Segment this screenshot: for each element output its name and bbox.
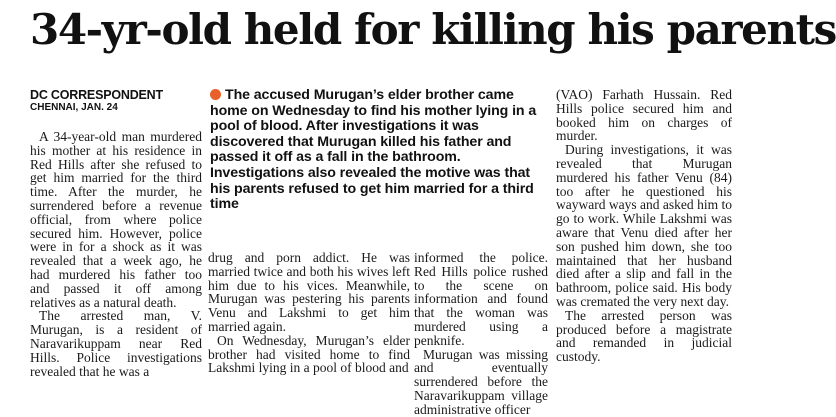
paragraph: Murugan was missing and eventually surrendered before the Naravarikuppam village administrative officer <box>414 346 548 417</box>
pull-quote-text: The accused Murugan’s elder brother came home on Wednesday to find his mother lying in a pool of blood. After investigations it was discovered that Murugan killed his father and passed it off as a fall in the bathroom. <box>210 87 537 166</box>
paragraph: A 34-year-old man murdered his mother at his residence in Red Hills after she refused to get him married for the third time. After the murder, he surrendered before a revenue official, from where police secured him. However, police were in for a shock as it was revealed that a week ago, he had murdered his father too and passed it off among relatives as a natural death. <box>30 129 202 310</box>
column-4 <box>556 88 732 364</box>
pull-quote-text: Investigations also revealed the motive was that his parents refused to get him married for a third time <box>210 164 534 213</box>
paragraph: informed the police. Red Hills police rushed to the scene on information and found that the woman was murdered using a penknife. <box>414 250 548 348</box>
column-1 <box>30 130 202 378</box>
dateline: CHENNAI, JAN. 24 <box>30 102 118 113</box>
paragraph: The arrested person was produced before a magistrate and remanded in judicial custody. <box>556 307 732 365</box>
byline-block <box>30 88 210 114</box>
byline: DC CORRESPONDENT <box>30 88 163 102</box>
pull-quote <box>210 88 548 213</box>
column-2 <box>208 251 410 375</box>
column-3 <box>414 251 548 417</box>
paragraph: drug and porn addict. He was married twice and both his wives left him due to his vices. Meanwhile, Murugan was pestering his parents Venu and Lakshmi to get him married again. <box>208 250 410 334</box>
headline: 34-yr-old held for killing his parents <box>30 5 836 54</box>
paragraph: The arrested man, V. Murugan, is a resident of Naravarikuppam near Red Hills. Police investigations revealed that he was a <box>30 308 202 379</box>
paragraph: During investigations, it was revealed that Murugan murdered his father Venu (84) too after he questioned his wayward ways and asked him to go to work. While Lakshmi was aware that Venu died after her son pushed him down, she too maintained that her husband died after a slip and fall in the bathroom, police said. His body was cremated the very next day. <box>556 142 732 309</box>
paragraph: On Wednesday, Murugan’s elder brother had visited home to find Lakshmi lying in a pool of blood and <box>208 332 410 376</box>
bullet-dot-icon <box>210 89 221 100</box>
paragraph: (VAO) Farhath Hussain. Red Hills police secured him and booked him on charges of murder. <box>556 87 732 144</box>
